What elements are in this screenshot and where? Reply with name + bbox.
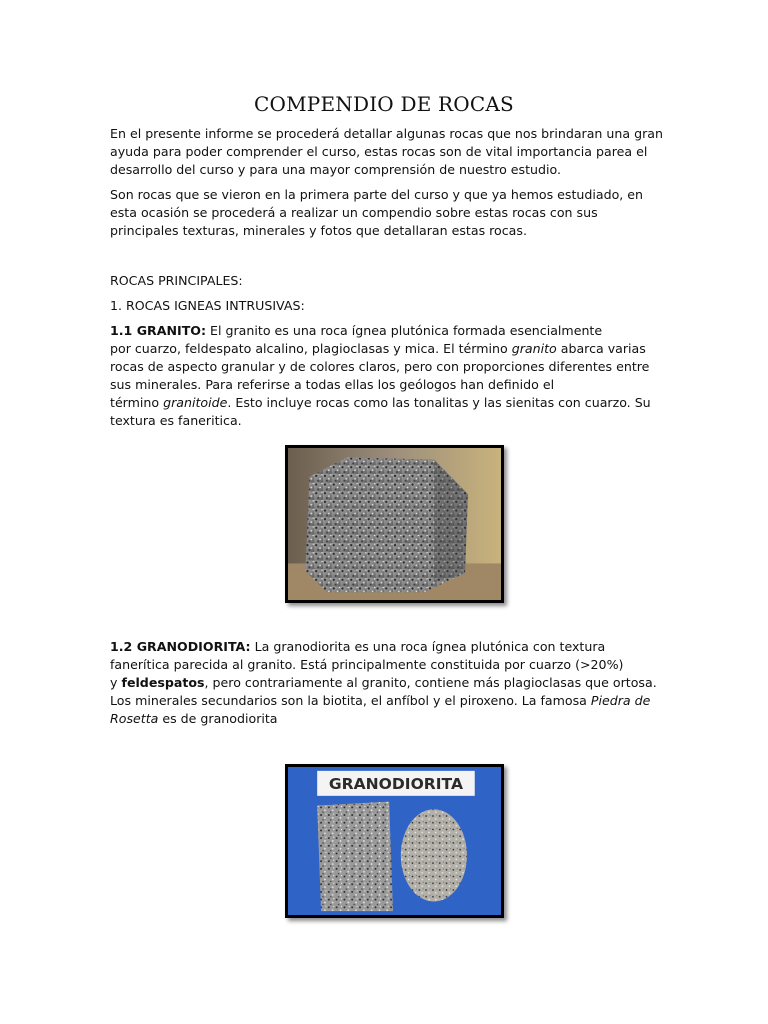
- link-term: piroxeno: [459, 693, 514, 708]
- text-run: término: [110, 395, 164, 410]
- intro-paragraph-2: [110, 186, 662, 240]
- link-term: anfíbol: [386, 693, 429, 708]
- intro-paragraph-1: [110, 125, 662, 179]
- text-run: . Esto incluye rocas como las: [227, 395, 414, 410]
- text-run: El granito es una roca ígnea plutónica formada esencialmente: [206, 323, 603, 338]
- intro-line: desarrollo del curso y para una mayor comprensión de nuestro estudio.: [110, 162, 562, 177]
- intro-line: esta ocasión se procederá a realizar un compendio sobre estas rocas con sus: [110, 205, 598, 220]
- text-run: . Está principalmente constituida por: [292, 657, 529, 672]
- document-title: COMPENDIO DE ROCAS: [254, 92, 514, 116]
- link-term: biotita: [322, 693, 363, 708]
- link-term: granito: [247, 657, 293, 672]
- text-run: es de granodiorita: [158, 711, 278, 726]
- intro-line: ayuda para poder comprender el curso, estas rocas son de vital importancia parea el: [110, 144, 648, 159]
- granite-rock-image: [288, 448, 501, 600]
- section-heading: ROCAS PRINCIPALES:: [110, 273, 243, 288]
- text-run: con cuarzo. Su: [554, 395, 651, 410]
- intro-line: Son rocas que se vieron en la primera parte del curso y que ya hemos estudiado, en: [110, 187, 644, 202]
- emphasis-term: Rosetta: [110, 711, 159, 726]
- granodiorita-paragraph: [110, 638, 662, 728]
- text-run: con: [528, 639, 560, 654]
- text-run: y: [110, 675, 122, 690]
- emphasis-term: granito: [511, 341, 557, 356]
- granodiorite-rock-image: [288, 767, 501, 915]
- emphasis-term: Piedra de: [590, 693, 651, 708]
- granite-photo: [285, 445, 504, 603]
- emphasis-term: granitoide: [163, 395, 228, 410]
- text-run: y las: [468, 395, 506, 410]
- text-run: .: [652, 675, 657, 690]
- text-run: , pero contrariamente al granito, contiene más: [204, 675, 504, 690]
- text-run: , el: [362, 693, 387, 708]
- intro-line: principales texturas, minerales y fotos que detallaran estas rocas.: [110, 223, 527, 238]
- granodiorita-label: 1.2 GRANODIORITA:: [110, 639, 251, 654]
- link-term: sienitas: [505, 395, 555, 410]
- text-run: . La famosa: [513, 693, 591, 708]
- text-run: por cuarzo, feldespato alcalino, plagioclasas y mica. El término: [110, 341, 512, 356]
- link-term: cuarzo: [528, 657, 572, 672]
- intro-line: En el presente informe se procederá detallar algunas rocas que nos brindaran una gran: [110, 126, 663, 141]
- link-term: fanerítica: [110, 657, 170, 672]
- text-run: abarca varias: [556, 341, 646, 356]
- link-term: textura: [559, 639, 606, 654]
- photo-label-text: GRANODIORITA: [328, 775, 463, 794]
- text-line: textura es faneritica.: [110, 413, 242, 428]
- text-run: La granodiorita es una: [250, 639, 401, 654]
- text-run: parecida al: [169, 657, 248, 672]
- bold-term: feldespatos: [121, 675, 205, 690]
- link-term: plagioclasas: [503, 675, 582, 690]
- subsection-heading: 1. ROCAS IGNEAS INTRUSIVAS:: [110, 298, 305, 313]
- granito-paragraph: [110, 322, 662, 430]
- granito-label: 1.1 GRANITO:: [110, 323, 207, 338]
- link-term: tonalitas: [413, 395, 469, 410]
- granodiorite-photo: [285, 764, 504, 918]
- text-run: Los minerales secundarios son la: [110, 693, 323, 708]
- text-run: (>20%): [571, 657, 624, 672]
- text-run: y el: [429, 693, 460, 708]
- text-line: sus minerales. Para referirse a todas ellas los geólogos han definido el: [110, 377, 555, 392]
- text-run: que: [581, 675, 613, 690]
- link-term: roca ígnea plutónica: [400, 639, 529, 654]
- text-line: rocas de aspecto granular y de colores claros, pero con proporciones diferentes entre: [110, 359, 650, 374]
- link-term: ortosa: [612, 675, 653, 690]
